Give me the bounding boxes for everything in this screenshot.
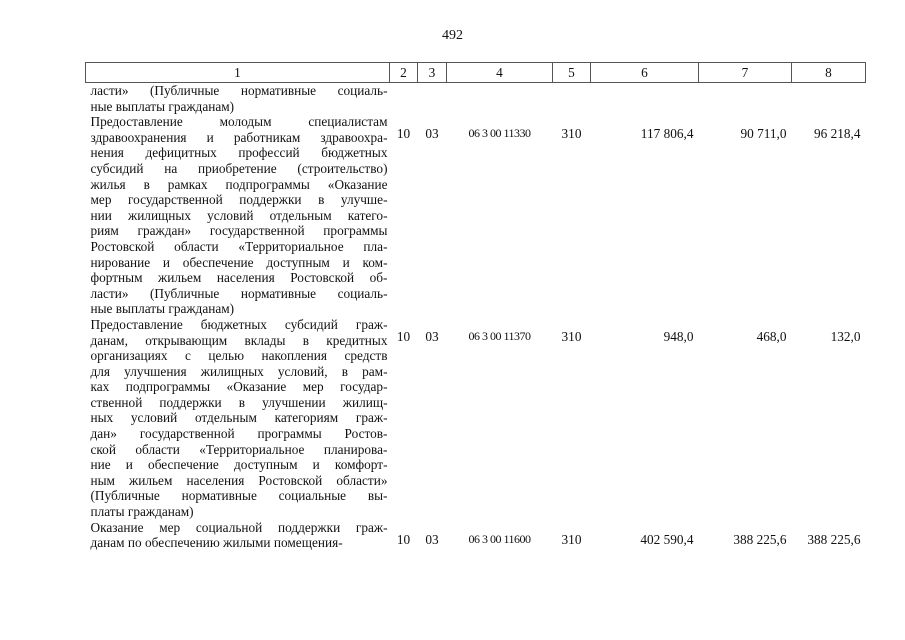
description-line: ственной поддержки в улучшении жилищ- (90, 394, 388, 410)
description-line: здравоохранения и работникам здравоохра- (90, 129, 388, 145)
table-header (86, 63, 866, 83)
cell-amount-year2 (699, 83, 792, 115)
description-line: ные выплаты гражданам) (90, 301, 235, 317)
cell-amount-year2: 90 711,0 (740, 126, 787, 142)
description-line: Предоставление бюджетных субсидий граж- (90, 316, 388, 332)
table-row (86, 83, 866, 115)
cell-section: 10 (396, 531, 411, 547)
description-line: Ростовской области «Территориальное пла- (90, 238, 388, 254)
cell-section: 10 (396, 126, 411, 142)
description-line: ным жильем населения Ростовской области» (90, 472, 388, 488)
description-line: жилья в рамках подпрограммы «Оказание (90, 176, 388, 192)
cell-expense-type: 310 (561, 328, 582, 344)
cell-amount-year3: 132,0 (830, 328, 861, 344)
description-line: данам, открывающим вклады в кредитных (90, 332, 388, 348)
cell-subsection (418, 83, 447, 115)
cell-amount-year3: 96 218,4 (813, 126, 861, 142)
description-line: ласти» (Публичные нормативные социаль- (90, 285, 388, 301)
description-line: ласти» (Публичные нормативные социаль- (90, 83, 388, 98)
description-line: ные выплаты гражданам) (90, 98, 235, 114)
cell-subsection: 03 (425, 126, 439, 142)
cell-target-code: 06 3 00 11600 (468, 531, 531, 546)
cell-target-code (447, 83, 553, 115)
header-cell-6: 6 (591, 63, 699, 83)
table-row (86, 317, 866, 520)
cell-description (86, 114, 390, 317)
page-number: 492 (442, 28, 463, 43)
cell-expense-type: 310 (561, 126, 582, 142)
table-row (86, 520, 866, 551)
description-line: для улучшения жилищных условий, в рам- (90, 363, 388, 379)
description-line: Оказание мер социальной поддержки граж- (90, 519, 388, 535)
description-line: фортным жильем населения Ростовской об- (90, 270, 388, 286)
cell-amount-year1: 117 806,4 (640, 126, 694, 142)
description-line: данам по обеспечению жилыми помещения- (90, 535, 343, 551)
cell-expense-type (553, 83, 591, 115)
description-line: ках подпрограммы «Оказание мер государ- (90, 379, 388, 395)
header-cell-7: 7 (699, 63, 792, 83)
cell-description (86, 317, 390, 520)
description-line: платы гражданам) (90, 504, 194, 520)
table-row (86, 114, 866, 317)
description-line: ской области «Территориальное планирова- (90, 441, 388, 457)
description-line: нения дефицитных профессий бюджетных (90, 145, 388, 161)
header-cell-4: 4 (447, 63, 553, 83)
cell-section: 10 (396, 328, 411, 344)
header-cell-1: 1 (86, 63, 390, 83)
header-cell-8: 8 (792, 63, 866, 83)
cell-amount-year1: 948,0 (663, 328, 694, 344)
description-line: ных условий отдельным категориям граж- (90, 410, 388, 426)
description-line: (Публичные нормативные социальные вы- (90, 488, 388, 504)
cell-expense-type: 310 (561, 531, 582, 547)
header-cell-2: 2 (390, 63, 418, 83)
cell-description (86, 83, 390, 115)
cell-amount-year1: 402 590,4 (640, 531, 694, 547)
cell-amount-year2: 388 225,6 (733, 531, 787, 547)
cell-target-code: 06 3 00 11330 (468, 126, 531, 141)
cell-amount-year1 (591, 83, 699, 115)
cell-target-code: 06 3 00 11370 (468, 328, 531, 343)
cell-amount-year3: 388 225,6 (807, 531, 861, 547)
table-body (86, 83, 866, 551)
description-line: нирование и обеспечение доступным и ком- (90, 254, 388, 270)
description-line: ние и обеспечение доступным и комфорт- (90, 457, 388, 473)
description-line: субсидий на приобретение (строительство) (90, 160, 388, 176)
description-line: мер государственной поддержки в улучше- (90, 192, 388, 208)
budget-table (85, 62, 866, 551)
description-line: организациях с целью накопления средств (90, 348, 388, 364)
cell-subsection: 03 (425, 531, 439, 547)
header-cell-3: 3 (418, 63, 447, 83)
description-line: нии жилищных условий отдельным катего- (90, 207, 388, 223)
cell-amount-year3 (792, 83, 866, 115)
cell-subsection: 03 (425, 328, 439, 344)
description-line: риям граждан» государственной программы (90, 223, 388, 239)
cell-description (86, 520, 390, 551)
description-line: Предоставление молодым специалистам (90, 114, 388, 130)
header-cell-5: 5 (553, 63, 591, 83)
description-line: дан» государственной программы Ростов- (90, 426, 388, 442)
cell-section (390, 83, 418, 115)
cell-amount-year2: 468,0 (756, 328, 787, 344)
